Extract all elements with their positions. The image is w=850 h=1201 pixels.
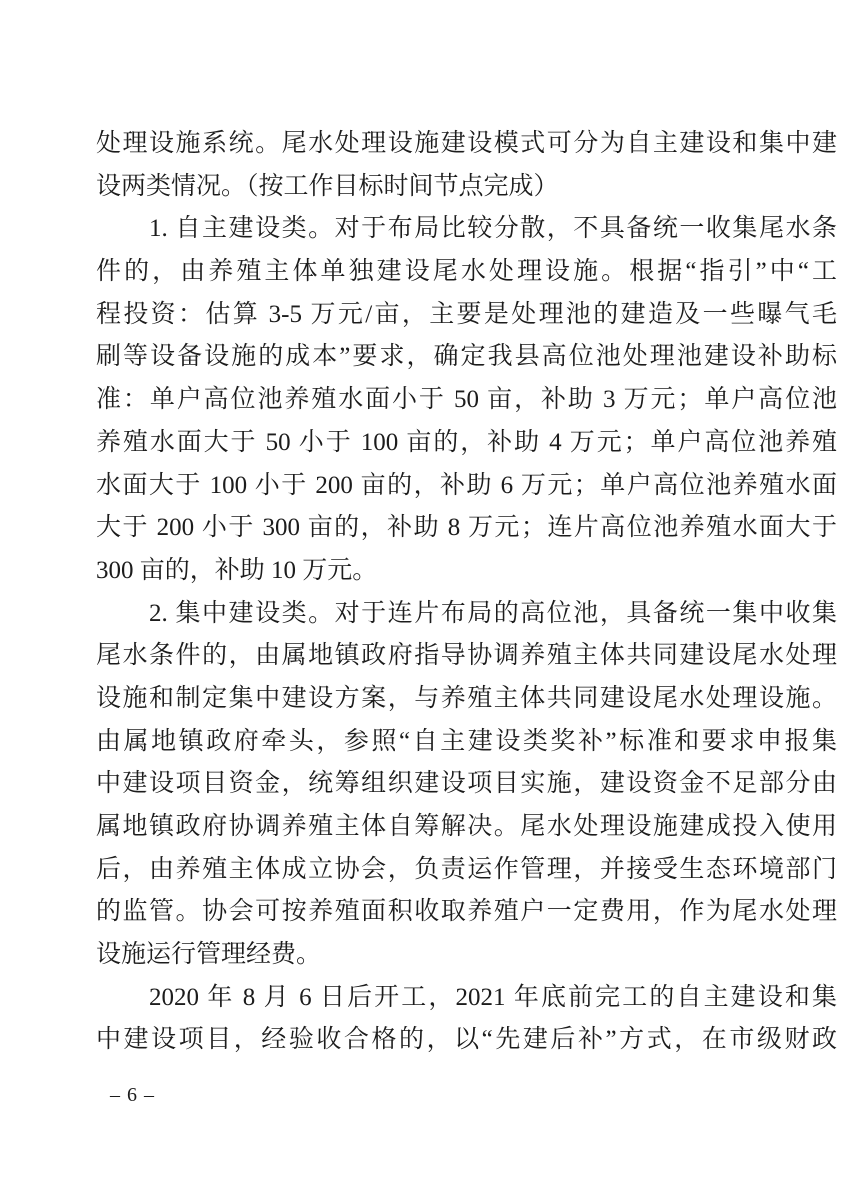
text-line: 处理设施系统。尾水处理设施建设模式可分为自主建设和集中建: [96, 130, 837, 157]
text-line: 尾水条件的，由属地镇政府指导协调养殖主体共同建设尾水处理: [96, 642, 837, 670]
text-line: 件的，由养殖主体单独建设尾水处理设施。根据“指引”中“工: [96, 258, 837, 286]
text-line: 设施运行管理经费。: [96, 941, 322, 969]
text-line: 大于 200 小于 300 亩的，补助 8 万元；连片高位池养殖水面大于: [96, 514, 837, 542]
text-line: 设施和制定集中建设方案，与养殖主体共同建设尾水处理设施。: [96, 684, 837, 712]
text-line: 准：单户高位池养殖水面小于 50 亩，补助 3 万元；单户高位池: [96, 386, 837, 414]
text-line: 1. 自主建设类。对于布局比较分散，不具备统一收集尾水条: [149, 215, 837, 243]
text-line: 刷等设备设施的成本”要求，确定我县高位池处理池建设补助标: [96, 343, 837, 371]
text-line: 2. 集中建设类。对于连片布局的高位池，具备统一集中收集: [149, 599, 837, 627]
document-body: [96, 123, 837, 1062]
text-line: 程投资：估算 3-5 万元/亩，主要是处理池的建造及一些曝气毛: [96, 300, 837, 328]
text-line: 设两类情况。（按工作目标时间节点完成）: [96, 172, 559, 200]
text-line: 由属地镇政府牵头，参照“自主建设类奖补”标准和要求申报集: [96, 727, 837, 755]
text-line: 水面大于 100 小于 200 亩的，补助 6 万元；单户高位池养殖水面: [96, 471, 837, 499]
text-line: 属地镇政府协调养殖主体自筹解决。尾水处理设施建成投入使用: [96, 813, 837, 840]
text-line: 2020 年 8 月 6 日后开工，2021 年底前完工的自主建设和集: [149, 983, 837, 1011]
text-line: 后，由养殖主体成立协会，负责运作管理，并接受生态环境部门: [96, 855, 837, 883]
text-line: 养殖水面大于 50 小于 100 亩的，补助 4 万元；单户高位池养殖: [96, 428, 837, 456]
page-number: – 6 –: [110, 1084, 155, 1106]
text-line: 的监管。协会可按养殖面积收取养殖户一定费用，作为尾水处理: [96, 898, 837, 926]
text-line: 中建设项目资金，统筹组织建设项目实施，建设资金不足部分由: [96, 770, 837, 798]
text-line: 300 亩的，补助 10 万元。: [96, 556, 378, 584]
text-line: 中建设项目，经验收合格的，以“先建后补”方式，在市级财政: [96, 1026, 837, 1054]
